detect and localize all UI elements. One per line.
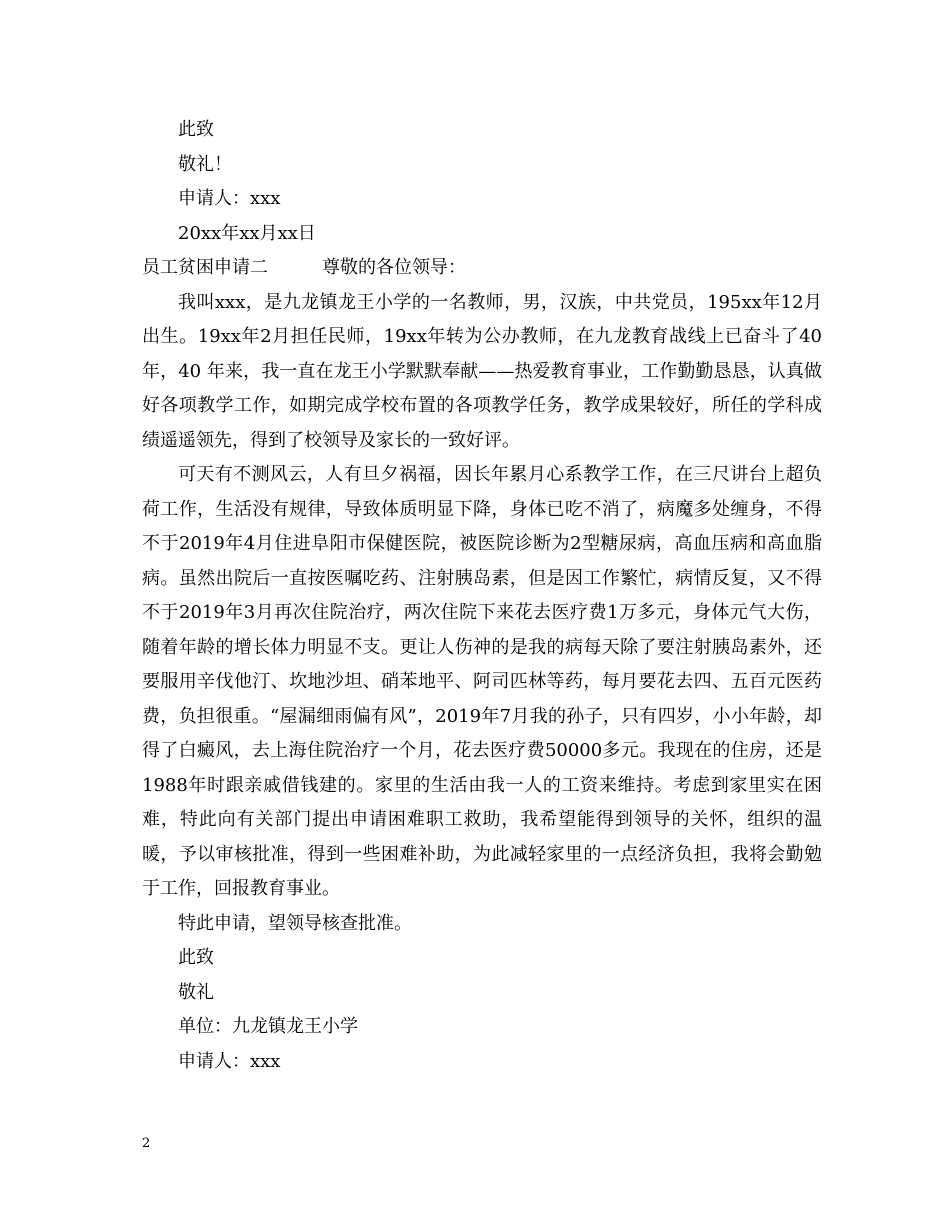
greeting: 尊敬的各位领导： <box>322 257 466 278</box>
page-number: 2 <box>142 1136 151 1151</box>
closing-salutation-bottom: 此致 <box>178 947 214 968</box>
document-content <box>142 113 822 1079</box>
section-title: 员工贫困申请二 <box>142 257 268 278</box>
closing-date: 20xx年xx月xx日 <box>178 222 316 244</box>
closing-respect: 敬礼！ <box>178 153 232 175</box>
section-heading-row <box>142 251 822 286</box>
request-line: 特此申请，望领导核查批准。 <box>178 912 412 934</box>
closing-salutation: 此致 <box>178 119 214 140</box>
applicant-line-bottom: 申请人：xxx <box>178 1050 281 1072</box>
body-paragraph-1: 我叫xxx，是九龙镇龙王小学的一名教师，男，汉族，中共党员，195xx年12月出生。19xx年2月担任民师，19xx年转为公办教师，在九龙教育战线上已奋斗了40年，40 年来，我一直在龙王小学默默奉献——热爱教育事业，工作勤勤恳恳，认真做好各项教学工作，如期完成学校布置的各项教学任务，教学成果较好，所任的学科成绩遥遥领先，得到了校领导及家长的一致好评。 <box>142 291 822 451</box>
closing-respect-bottom: 敬礼 <box>178 981 214 1003</box>
closing-applicant: 申请人：xxx <box>178 188 281 209</box>
unit-line: 单位：九龙镇龙王小学 <box>178 1016 358 1037</box>
body-paragraph-2: 可天有不测风云，人有旦夕祸福，因长年累月心系教学工作，在三尺讲台上超负荷工作，生活没有规律，导致体质明显下降，身体已吃不消了，病魔多处缠身，不得不于2019年4月住进阜阳市保健医院，被医院诊断为2型糖尿病，高血压病和高血脂病。虽然出院后一直按医嘱吃药、注射胰岛素，但是因工作繁忙，病情反复，又不得不于2019年3月再次住院治疗，两次住院下来花去医疗费1万多元，身体元气大伤，随着年龄的增长体力明显不支。更让人伤神的是我的病每天除了要注射胰岛素外，还要服用辛伐他汀、坎地沙坦、硝苯地平、阿司匹林等药，每月要花去四、五百元医药费，负担很重。“屋漏细雨偏有风”，2019年7月我的孙子，只有四岁，小小年龄，却得了白癜风，去上海住院治疗一个月，花去医疗费50000多元。我现在的住房，还是1988年时跟亲戚借钱建的。家里的生活由我一人的工资来维持。考虑到家里实在困难，特此向有关部门提出申请困难职工救助，我希望能得到领导的关怀，组织的温暖，予以审核批准，得到一些困难补助，为此减轻家里的一点经济负担，我将会勤勉于工作，回报教育事业。 <box>142 464 822 899</box>
